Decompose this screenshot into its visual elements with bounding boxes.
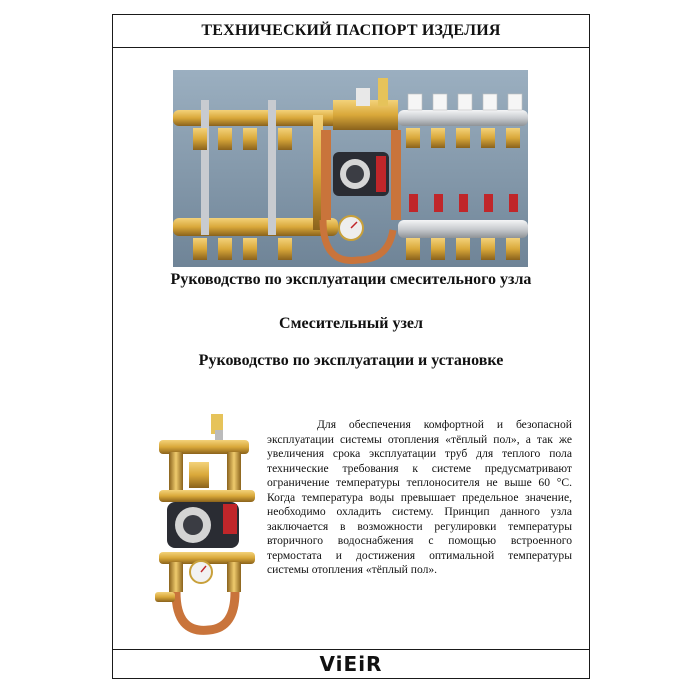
page-footer xyxy=(113,649,589,678)
mixing-unit-photo xyxy=(149,412,265,637)
description-paragraph: Для обеспечения комфортной и безопасной эксплуатации системы отопления «тёплый пол», а так же увеличения срока эксплуатации труб для теплого пола технические требования к системе предусматривают ограничение температуры теплоносителя не выше 60 °С. Когда температура воды превышает предельное значение, необходимо охладить систему. Принцип данного узла заключается в возможности регулировки температуры вторичного водоснабжения с помощью встроенного термостата и достижения оптимальной температуры системы отопления «тёплый пол». xyxy=(267,418,572,576)
page-header: ТЕХНИЧЕСКИЙ ПАСПОРТ ИЗДЕЛИЯ xyxy=(113,15,589,48)
vieir-logo: ViEiR xyxy=(319,652,383,676)
heading-mixing-unit: Смесительный узел xyxy=(279,315,423,332)
manifold-photo xyxy=(173,70,528,267)
heading-operation-manual: Руководство по эксплуатации смесительного узла xyxy=(170,271,532,288)
page-frame xyxy=(112,14,590,679)
heading-installation: Руководство по эксплуатации и установке xyxy=(198,352,504,369)
